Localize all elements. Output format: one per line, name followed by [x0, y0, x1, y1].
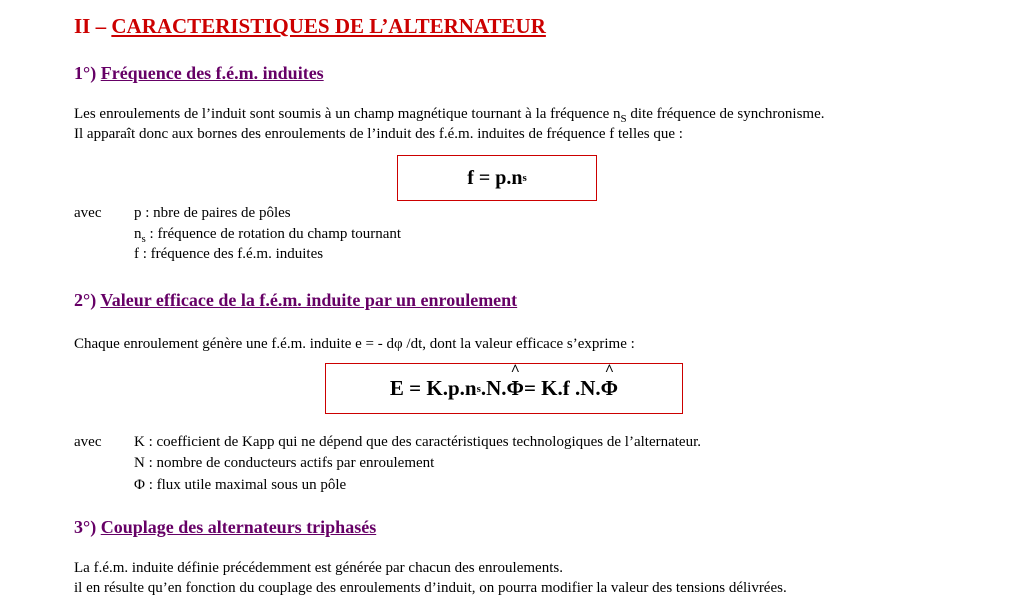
sub1-avec-label: avec	[74, 205, 102, 221]
formula-emf-phi-1: ^ Φ	[507, 376, 524, 401]
formula-emf-phi-2: ^ Φ	[601, 376, 618, 401]
subsection-1-heading	[74, 63, 324, 84]
subsection-2-number: 2°)	[74, 290, 101, 310]
sub1-item-p: p : nbre de paires de pôles	[134, 205, 291, 221]
sub1-item-ns-post: : fréquence de rotation du champ tournant	[145, 226, 402, 242]
sub2-item-n: N : nombre de conducteurs actifs par enroulement	[134, 455, 435, 471]
subsection-3-title: Couplage des alternateurs triphasés	[100, 517, 377, 537]
subsection-3-number: 3°)	[74, 517, 101, 537]
sub1-para1-sub: S	[620, 113, 627, 125]
subsection-3-heading	[74, 517, 376, 538]
sub1-item-ns-pre: n	[134, 226, 142, 242]
formula-frequency-main: f = p.n	[467, 166, 523, 189]
sub3-paragraph-1: La f.é.m. induite définie précédemment est générée par chacun des enroulements.	[74, 560, 563, 576]
section-title	[74, 14, 546, 39]
subsection-2-heading	[74, 290, 517, 311]
sub1-para1-text: Les enroulements de l’induit sont soumis à un champ magnétique tournant à la fréquence n	[74, 106, 621, 122]
sub1-item-ns	[134, 226, 401, 245]
formula-emf-part-a: E = K.p.n	[389, 376, 477, 400]
subsection-1-number: 1°)	[74, 63, 101, 83]
formula-emf-part-b: .N.	[480, 376, 507, 400]
sub1-paragraph-2: Il apparaît donc aux bornes des enroulements de l’induit des f.é.m. induites de fréquence f telles que :	[74, 126, 683, 142]
sub2-paragraph: Chaque enroulement génère une f.é.m. induite e = - dφ /dt, dont la valeur efficace s’exprime :	[74, 336, 635, 352]
sub1-item-f: f : fréquence des f.é.m. induites	[134, 246, 324, 262]
sub2-item-k: K : coefficient de Kapp qui ne dépend que des caractéristiques technologiques de l’alternateur.	[134, 434, 702, 450]
sub3-paragraph-2: il en résulte qu’en fonction du couplage des enroulements d’induit, on pourra modifier la valeur des tensions délivrées.	[74, 580, 787, 596]
formula-emf-part-c: = K.f .N.	[523, 376, 601, 400]
formula-frequency-sub: s	[522, 172, 527, 184]
formula-frequency-box	[397, 155, 597, 201]
sub1-paragraph-1	[74, 106, 824, 125]
section-title-text: CARACTERISTIQUES DE L’ALTERNATEUR	[111, 14, 546, 38]
formula-emf-box	[325, 363, 683, 414]
subsection-1-title: Fréquence des f.é.m. induites	[100, 63, 324, 83]
sub1-para1-end: dite fréquence de synchronisme.	[626, 106, 825, 122]
subsection-2-title: Valeur efficace de la f.é.m. induite par un enroulement	[100, 290, 518, 310]
formula-emf-sub: s	[476, 382, 481, 395]
sub2-avec-label: avec	[74, 434, 102, 450]
section-number: II –	[74, 14, 112, 38]
sub1-item-ns-sub: s	[141, 233, 146, 245]
sub2-item-phi: Φ : flux utile maximal sous un pôle	[134, 477, 347, 493]
